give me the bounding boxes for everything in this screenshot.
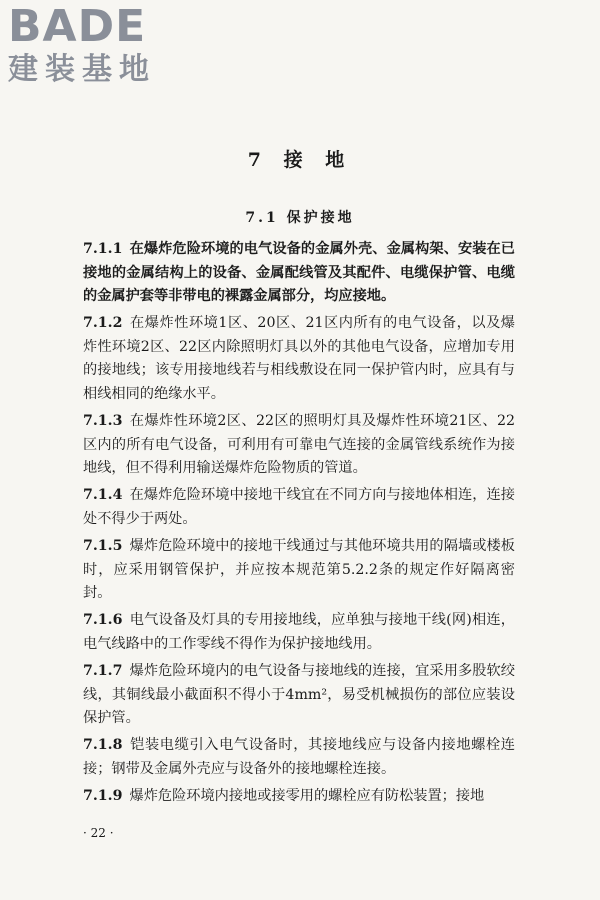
- clause-number: 7.1.6: [83, 612, 123, 629]
- clause-7-1-3: [83, 410, 515, 481]
- clause-text: 铠装电缆引入电气设备时，其接地线应与设备内接地螺栓连接；钢带及金属外壳应与设备外的接地螺栓连接。: [83, 737, 515, 777]
- clause-text: 在爆炸性环境1区、20区、21区内所有的电气设备，以及爆炸性环境2区、22区内除照明灯具以外的其他电气设备，应增加专用的接地线；该专用接地线若与相线敷设在同一保护管内时，应具有与相线相同的绝缘水平。: [83, 315, 515, 403]
- clause-7-1-4: [83, 484, 515, 531]
- clause-number: 7.1.5: [83, 538, 123, 555]
- clause-text: 爆炸危险环境中的接地干线通过与其他环境共用的隔墙或楼板时，应采用钢管保护，并应按本规范第5.2.2条的规定作好隔离密封。: [83, 538, 515, 602]
- clause-text: 爆炸危险环境内接地或接零用的螺栓应有防松装置；接地: [129, 788, 485, 805]
- page-number: · 22 ·: [83, 826, 114, 840]
- clause-number: 7.1.8: [83, 737, 123, 754]
- clause-number: 7.1.7: [83, 663, 123, 680]
- logo-latin-text: BADE: [8, 1, 147, 52]
- clause-number: 7.1.3: [83, 413, 123, 430]
- clause-7-1-2: [83, 312, 515, 406]
- clause-text: 在爆炸危险环境的电气设备的金属外壳、金属构架、安装在已接地的金属结构上的设备、金属配线管及其配件、电缆保护管、电缆的金属护套等非带电的裸露金属部分，均应接地。: [83, 241, 515, 305]
- clause-text: 电气设备及灯具的专用接地线，应单独与接地干线(网)相连，电气线路中的工作零线不得作为保护接地线用。: [83, 612, 515, 652]
- clause-7-1-1: [83, 238, 515, 309]
- clause-number: 7.1.2: [83, 315, 123, 332]
- logo-chinese-text: 建装基地: [8, 52, 156, 87]
- chapter-title: 7 接 地: [247, 149, 353, 171]
- section-title: 7.1 保护接地: [245, 210, 355, 226]
- clause-7-1-7: [83, 660, 515, 731]
- clause-list: [83, 238, 515, 812]
- clause-number: 7.1.9: [83, 788, 123, 805]
- clause-7-1-8: [83, 734, 515, 781]
- brand-logo: [8, 1, 156, 88]
- clause-7-1-6: [83, 609, 515, 656]
- clause-number: 7.1.4: [83, 487, 123, 504]
- clause-7-1-9: [83, 785, 515, 809]
- clause-7-1-5: [83, 535, 515, 606]
- clause-text: 在爆炸性环境2区、22区的照明灯具及爆炸性环境21区、22区内的所有电气设备，可利用有可靠电气连接的金属管线系统作为接地线，但不得利用输送爆炸危险物质的管道。: [83, 413, 515, 477]
- clause-text: 在爆炸危险环境中接地干线宜在不同方向与接地体相连，连接处不得少于两处。: [83, 487, 515, 528]
- clause-text: 爆炸危险环境内的电气设备与接地线的连接，宜采用多股软绞线，其铜线最小截面积不得小于4mm²，易受机械损伤的部位应装设保护管。: [83, 663, 515, 727]
- clause-number: 7.1.1: [83, 241, 123, 257]
